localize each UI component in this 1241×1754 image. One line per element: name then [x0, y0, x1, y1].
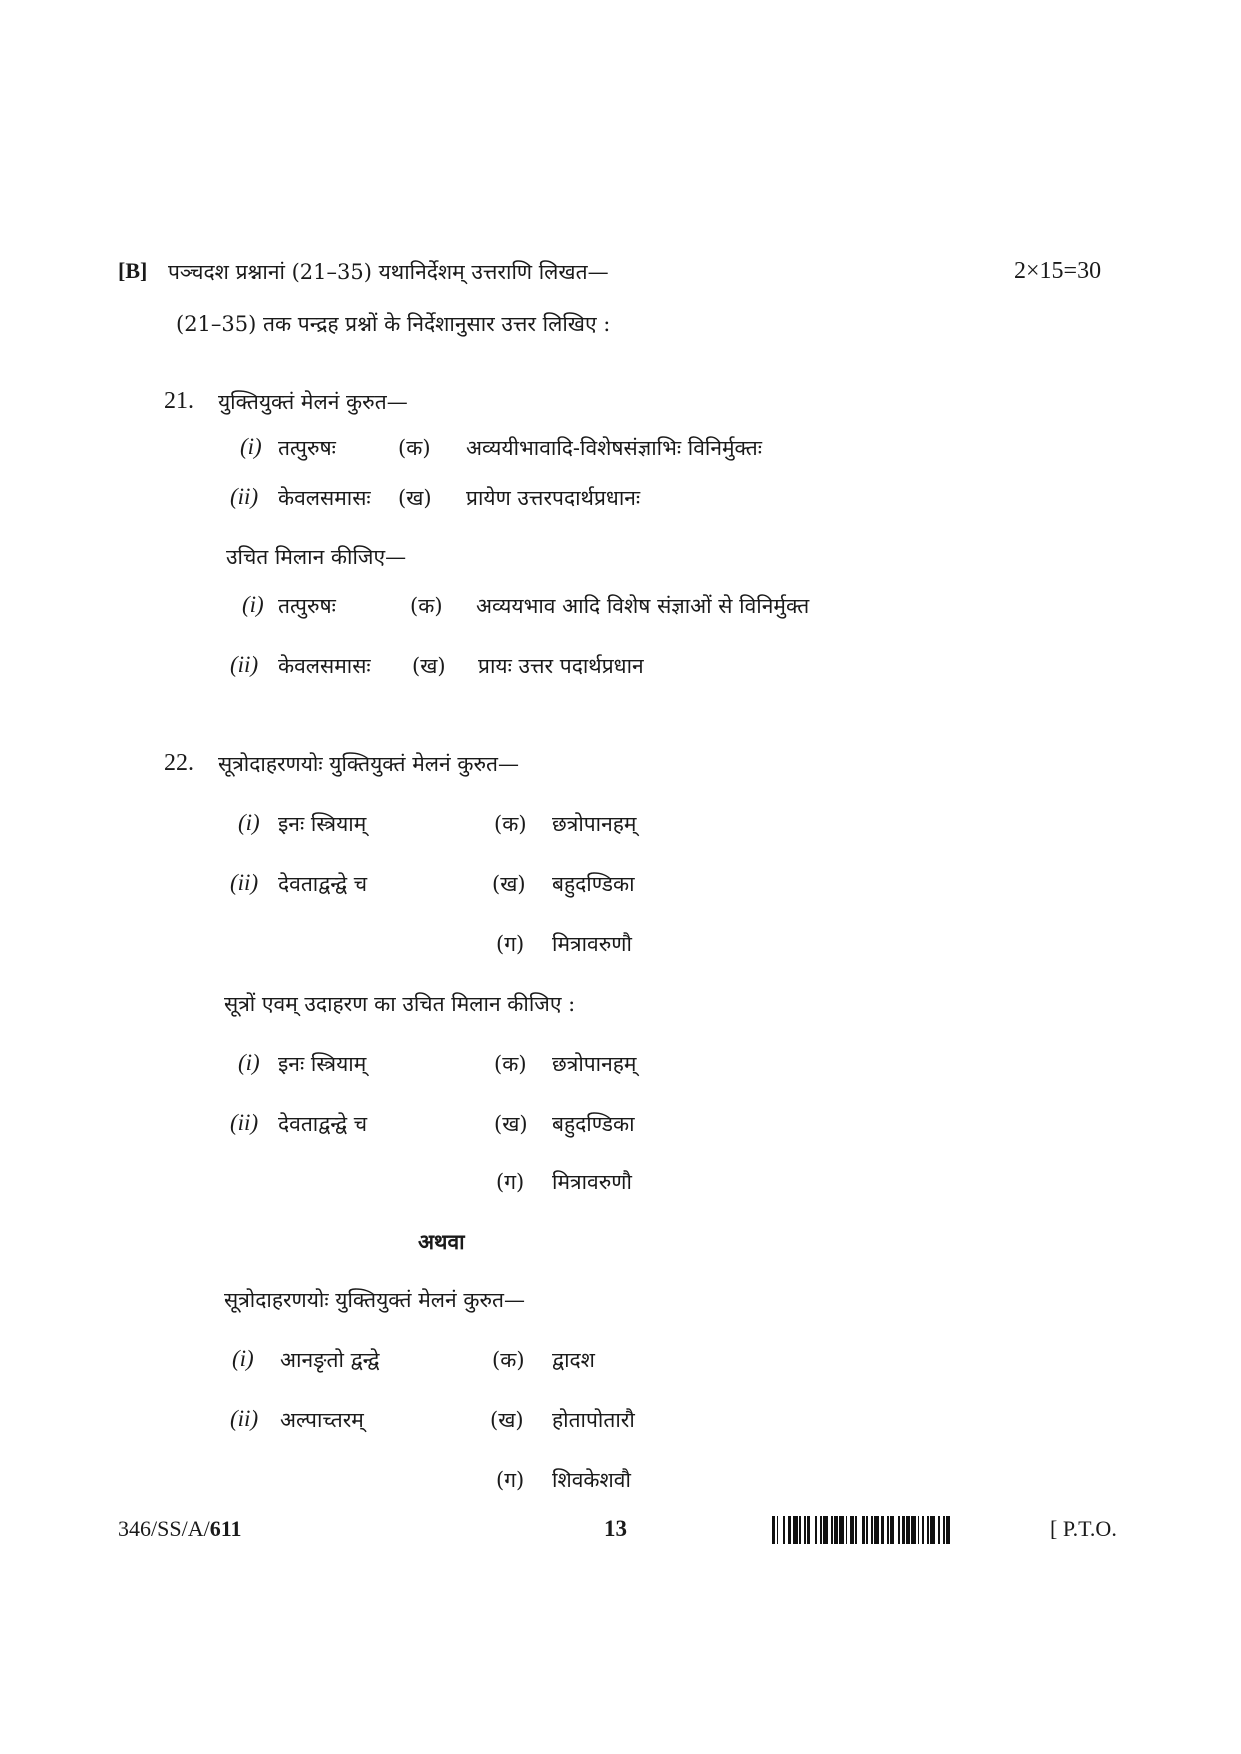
- q22-row1-desc: छत्रोपानहम्: [552, 812, 637, 836]
- q22-arow2-letter: (ख): [490, 1408, 524, 1432]
- paper-code-prefix: 346/SS/A/: [118, 1516, 210, 1541]
- pto-label: [ P.T.O.: [1050, 1516, 1117, 1541]
- barcode-image: [772, 1516, 1038, 1544]
- q22-row2-letter: (ख): [492, 872, 526, 896]
- q22-hrow1-term: इनः स्त्रियाम्: [278, 1052, 367, 1076]
- q22-number: 22.: [164, 750, 194, 776]
- q21-row2-desc: प्रायेण उत्तरपदार्थप्रधानः: [466, 486, 641, 510]
- section-label: [B]: [118, 258, 148, 283]
- q22-arow1-letter: (क): [492, 1348, 525, 1372]
- q22-hrow2-letter: (ख): [494, 1112, 528, 1136]
- paper-code-number: 611: [209, 1516, 242, 1541]
- q21-hrow2-desc: प्रायः उत्तर पदार्थप्रधान: [478, 654, 644, 678]
- q21-hrow1-desc: अव्ययभाव आदि विशेष संज्ञाओं से विनिर्मुक्त: [476, 594, 810, 618]
- q22-alt-prompt: सूत्रोदाहरणयोः युक्तियुक्तं मेलनं कुरुत—: [224, 1288, 525, 1312]
- q22-row2-num: (ii): [230, 870, 259, 895]
- q22-hrow3-desc: मित्रावरुणौ: [552, 1170, 632, 1194]
- q21-hindi-prompt: उचित मिलान कीजिए—: [226, 545, 407, 569]
- q21-hrow1-num: (i): [242, 592, 264, 617]
- q21-row1-num: (i): [240, 434, 262, 459]
- q22-row2-term: देवताद्वन्द्वे च: [278, 872, 368, 896]
- q22-row1-letter: (क): [494, 812, 527, 836]
- q21-hrow2-letter: (ख): [412, 654, 446, 678]
- q21-row1-term: तत्पुरुषः: [278, 436, 336, 460]
- q22-hrow2-term: देवताद्वन्द्वे च: [278, 1112, 368, 1136]
- q22-hindi-prompt: सूत्रों एवम् उदाहरण का उचित मिलान कीजिए :: [224, 992, 576, 1016]
- q22-hrow2-desc: बहुदण्डिका: [552, 1112, 635, 1136]
- q21-prompt: युक्तियुक्तं मेलनं कुरुत—: [218, 390, 408, 414]
- q22-arow1-term: आनङृतो द्वन्द्वे: [280, 1348, 380, 1372]
- q22-arow2-desc: होतापोतारौ: [552, 1408, 635, 1432]
- q22-row3-letter: (ग): [496, 932, 525, 956]
- q22-arow1-desc: द्वादश: [552, 1348, 595, 1372]
- q22-prompt: सूत्रोदाहरणयोः युक्तियुक्तं मेलनं कुरुत—: [218, 752, 519, 776]
- q22-row1-term: इनः स्त्रियाम्: [278, 812, 367, 836]
- section-heading-sanskrit: पञ्चदश प्रश्नानां (21–35) यथानिर्देशम् उत्तराणि लिखत—: [168, 260, 609, 284]
- q22-hrow1-letter: (क): [494, 1052, 527, 1076]
- q22-hrow3-letter: (ग): [496, 1170, 525, 1194]
- q21-hrow1-term: तत्पुरुषः: [278, 594, 336, 618]
- paper-code: [118, 1516, 242, 1542]
- q22-row1-num: (i): [238, 810, 260, 835]
- q22-arow2-num: (ii): [230, 1406, 259, 1431]
- q21-row1-letter: (क): [398, 436, 431, 460]
- q22-arow3-desc: शिवकेशवौ: [552, 1468, 631, 1492]
- q21-number: 21.: [164, 388, 194, 414]
- q21-hrow1-letter: (क): [410, 594, 443, 618]
- q21-row1-desc: अव्ययीभावादि-विशेषसंज्ञाभिः विनिर्मुक्तः: [466, 436, 763, 460]
- q22-arow1-num: (i): [232, 1346, 254, 1371]
- q22-arow3-letter: (ग): [496, 1468, 525, 1492]
- page-number: 13: [604, 1516, 627, 1541]
- section-heading-hindi: (21–35) तक पन्द्रह प्रश्नों के निर्देशानुसार उत्तर लिखिए :: [176, 312, 611, 336]
- q22-row3-desc: मित्रावरुणौ: [552, 932, 632, 956]
- q22-row2-desc: बहुदण्डिका: [552, 872, 635, 896]
- q21-hrow2-num: (ii): [230, 652, 259, 677]
- q22-hrow1-num: (i): [238, 1050, 260, 1075]
- section-marks: 2×15=30: [1014, 258, 1102, 284]
- q22-arow2-term: अल्पाच्तरम्: [280, 1408, 364, 1432]
- q22-hrow2-num: (ii): [230, 1110, 259, 1135]
- q21-row2-term: केवलसमासः: [278, 486, 371, 510]
- q21-row2-letter: (ख): [398, 486, 432, 510]
- q21-hrow2-term: केवलसमासः: [278, 654, 371, 678]
- or-label: अथवा: [418, 1229, 465, 1254]
- q22-hrow1-desc: छत्रोपानहम्: [552, 1052, 637, 1076]
- q21-row2-num: (ii): [230, 484, 259, 509]
